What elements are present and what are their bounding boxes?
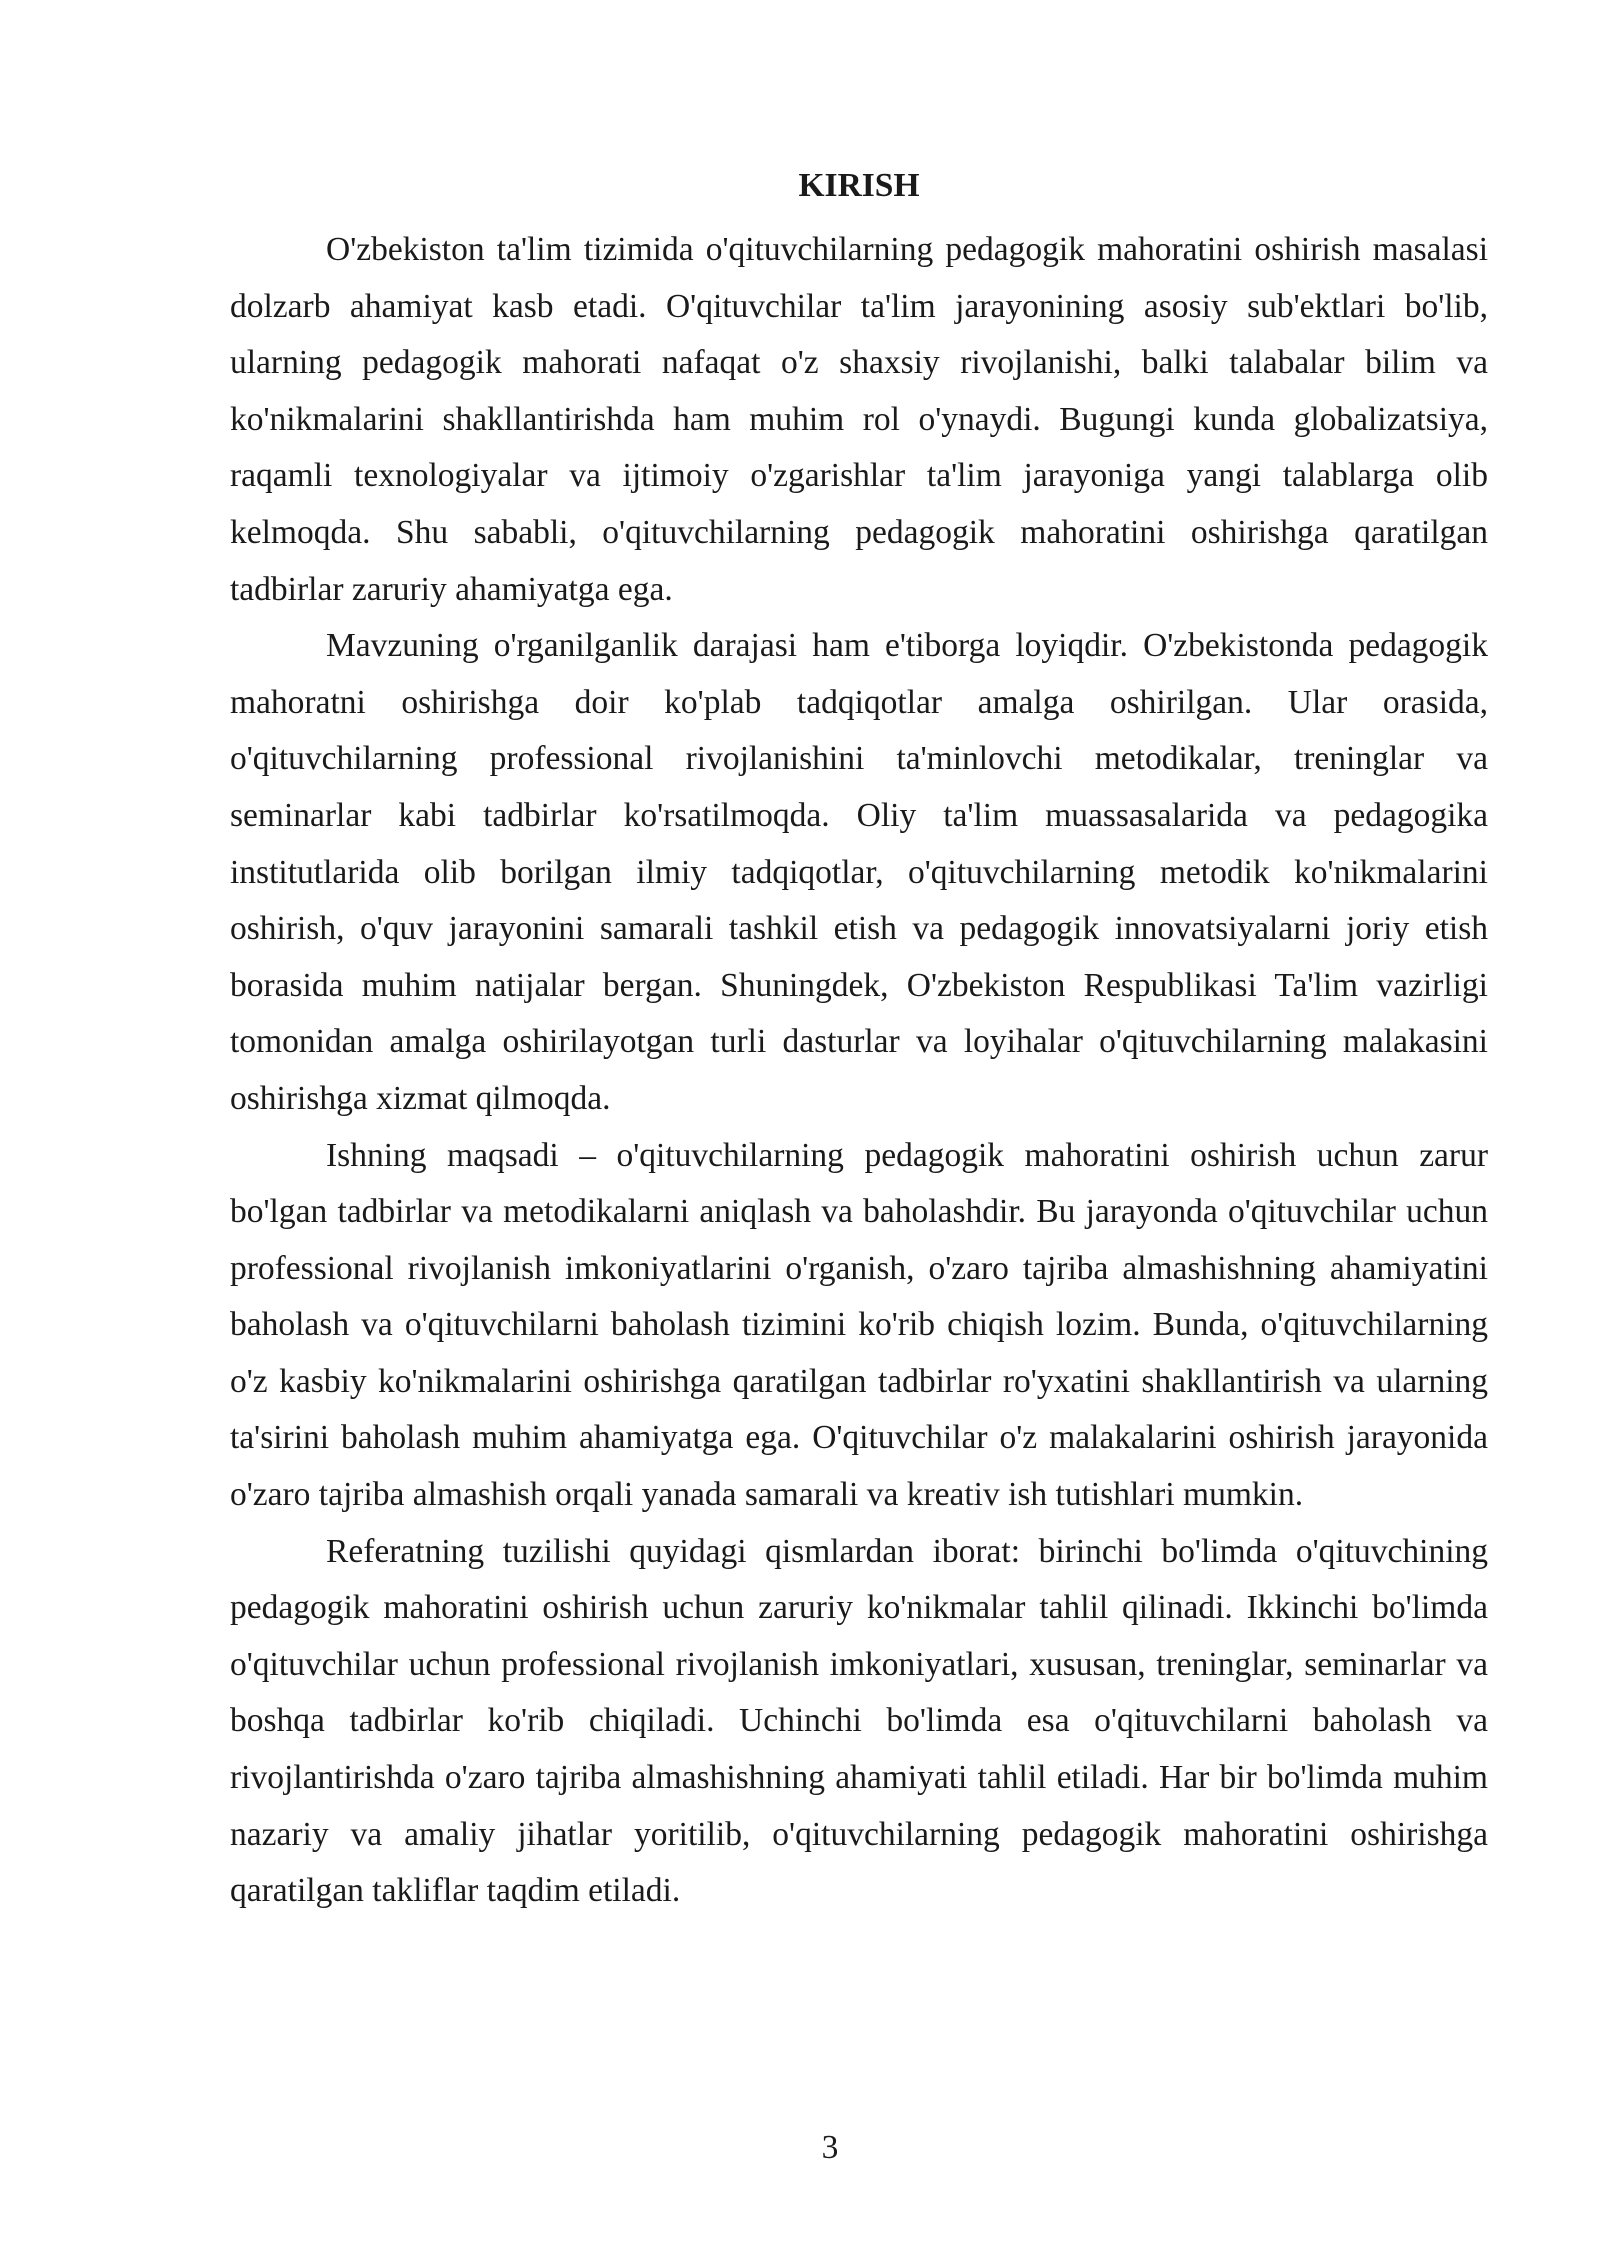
paragraph-introduction: O'zbekiston ta'lim tizimida o'qituvchilarning pedagogik mahoratini oshirish masalasi dolzarb ahamiyat kasb etadi. O'qituvchilar ta'lim jarayonining asosiy sub'ektlari bo'lib, ularning pedagogik mahorati nafaqat o'z shaxsiy rivojlanishi, balki talabalar bilim va ko'nikmalarini shakllantirishda ham muhim rol o'ynaydi. Bugungi kunda globalizatsiya, raqamli texnologiyalar va ijtimoiy o'zgarishlar ta'lim jarayoniga yangi talablarga olib kelmoqda. Shu sababli, o'qituvchilarning pedagogik mahoratini oshirishga qaratilgan tadbirlar zaruriy ahamiyatga ega. <box>230 231 1488 608</box>
page-title: KIRISH <box>798 167 920 204</box>
paragraph-study-level: Mavzuning o'rganilganlik darajasi ham e'tiborga loyiqdir. O'zbekistonda pedagogik mahoratni oshirishga doir ko'plab tadqiqotlar amalga oshirilgan. Ular orasida, o'qituvchilarning professional rivojlanishini ta'minlovchi metodikalar, treninglar va seminarlar kabi tadbirlar ko'rsatilmoqda. Oliy ta'lim muassasalarida va pedagogika institutlarida olib borilgan ilmiy tadqiqotlar, o'qituvchilarning metodik ko'nikmalarini oshirish, o'quv jarayonini samarali tashkil etish va pedagogik innovatsiyalarni joriy etish borasida muhim natijalar bergan. Shuningdek, O'zbekiston Respublikasi Ta'lim vazirligi tomonidan amalga oshirilayotgan turli dasturlar va loyihalar o'qituvchilarning malakasini oshirishga xizmat qilmoqda. <box>230 627 1488 1117</box>
page-number: 3 <box>821 2129 839 2166</box>
paragraph-structure: Referatning tuzilishi quyidagi qismlardan iborat: birinchi bo'limda o'qituvchining pedagogik mahoratini oshirish uchun zaruriy ko'nikmalar tahlil qilinadi. Ikkinchi bo'limda o'qituvchilar uchun professional rivojlanish imkoniyatlari, xususan, treninglar, seminarlar va boshqa tadbirlar ko'rib chiqiladi. Uchinchi bo'limda esa o'qituvchilarni baholash va rivojlantirishda o'zaro tajriba almashishning ahamiyati tahlil etiladi. Har bir bo'limda muhim nazariy va amaliy jihatlar yoritilib, o'qituvchilarning pedagogik mahoratini oshirishga qaratilgan takliflar taqdim etiladi. <box>230 1532 1488 1910</box>
page-content <box>230 168 1488 1920</box>
paragraph-goal: Ishning maqsadi – o'qituvchilarning pedagogik mahoratini oshirish uchun zarur bo'lgan tadbirlar va metodikalarni aniqlash va baholashdir. Bu jarayonda o'qituvchilar uchun professional rivojlanish imkoniyatlarini o'rganish, o'zaro tajriba almashishning ahamiyatini baholash va o'qituvchilarni baholash tizimini ko'rib chiqish lozim. Bunda, o'qituvchilarning o'z kasbiy ko'nikmalarini oshirishga qaratilgan tadbirlar ro'yxatini shakllantirish va ularning ta'sirini baholash muhim ahamiyatga ega. O'qituvchilar o'z malakalarini oshirish jarayonida o'zaro tajriba almashish orqali yanada samarali va kreativ ish tutishlari mumkin. <box>230 1136 1488 1514</box>
